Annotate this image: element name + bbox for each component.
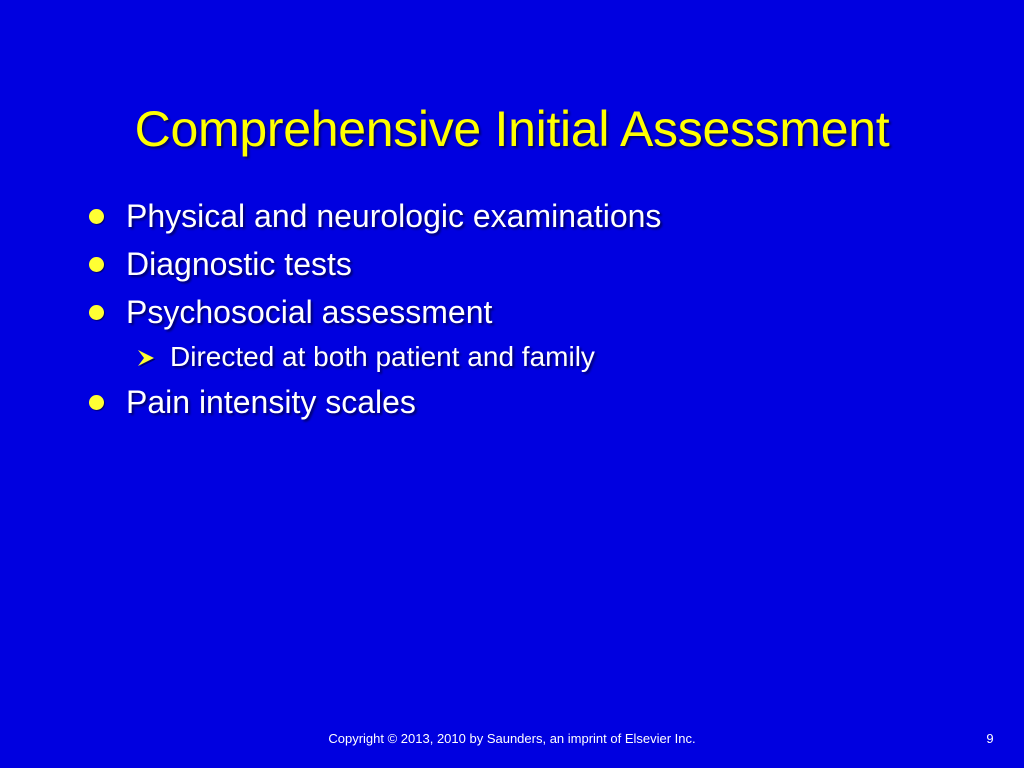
bullet-text: Psychosocial assessment [126,294,493,330]
bullet-dot-icon [86,254,106,274]
arrowhead-right-icon [136,348,158,368]
slide-title: Comprehensive Initial Assessment [134,101,890,157]
sub-bullet-item [0,336,1024,378]
bullet-dot-icon [86,206,106,226]
bullet-text: Diagnostic tests [126,246,352,282]
bullet-dot-icon [86,392,106,412]
bullet-text: Physical and neurologic examinations [126,198,662,234]
bullet-item [0,288,1024,336]
bullet-list [0,192,1024,426]
copyright-footer: Copyright © 2013, 2010 by Saunders, an imprint of Elsevier Inc. [328,731,696,746]
bullet-text: Pain intensity scales [126,384,416,420]
bullet-item [0,240,1024,288]
bullet-dot-icon [86,302,106,322]
sub-bullet-text: Directed at both patient and family [170,341,595,372]
bullet-item [0,378,1024,426]
bullet-item [0,192,1024,240]
page-number: 9 [986,731,994,746]
